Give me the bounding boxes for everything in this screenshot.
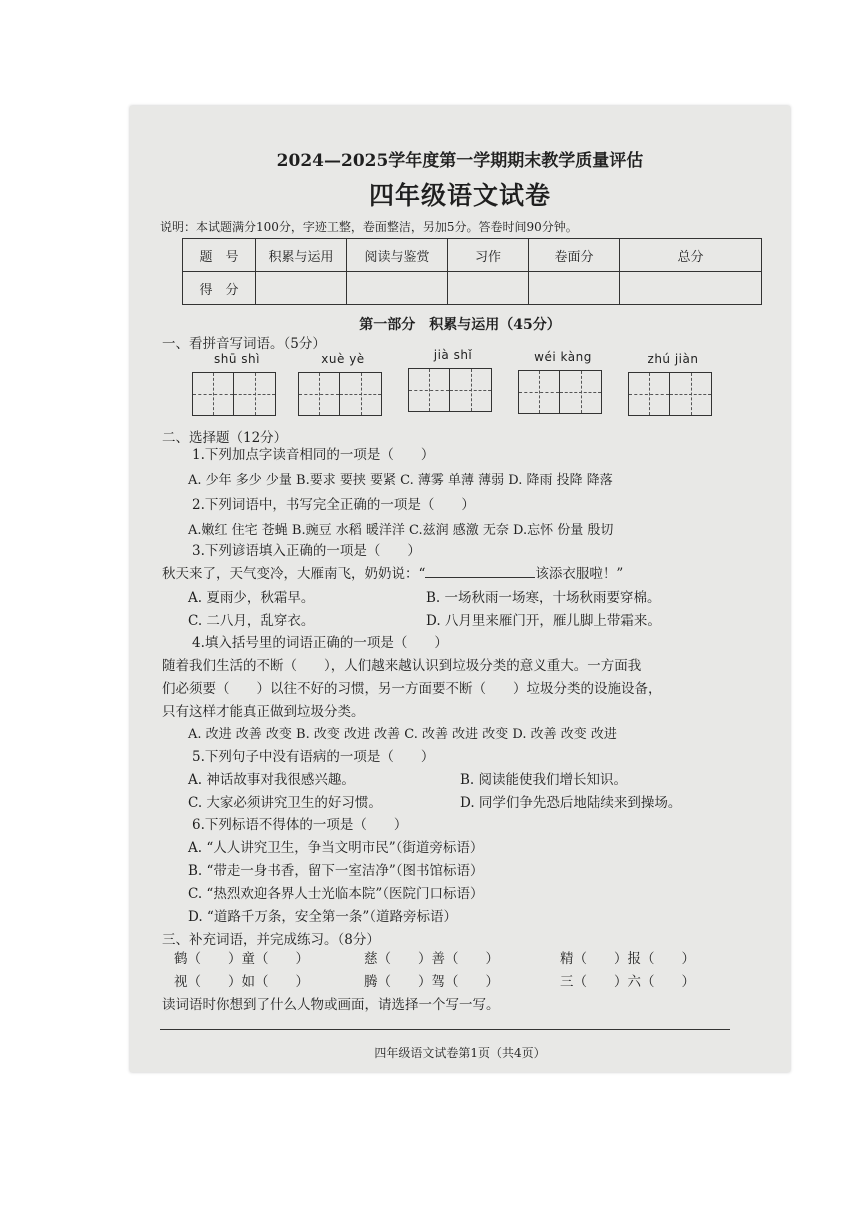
score-header-cell: 题 号 xyxy=(183,239,256,272)
exam-title-line1: 2024—2025学年度第一学期期末教学质量评估 xyxy=(276,151,644,171)
exam-paper xyxy=(130,106,790,1072)
score-table-score-row xyxy=(183,272,762,305)
score-cell[interactable] xyxy=(448,272,529,305)
option-d: D. 八月里来雁门开，雁儿脚上带霜来。 xyxy=(426,613,661,629)
score-header-cell: 积累与运用 xyxy=(256,239,347,272)
question-options: A. 少年 多少 少量 B.要求 要挟 要紧 C. 薄雾 单薄 薄弱 D. 降雨 投降 降落 xyxy=(188,473,613,488)
score-cell[interactable] xyxy=(620,272,762,305)
character-grid[interactable] xyxy=(518,370,608,414)
pinyin-label: zhú jiàn xyxy=(647,352,699,366)
option-a: A. 夏雨少，秋霜早。 xyxy=(188,590,315,606)
option-a: A. “人人讲究卫生，争当文明市民”（街道旁标语） xyxy=(188,840,484,856)
pinyin-item xyxy=(298,352,388,416)
question-stem: 6.下列标语不得体的一项是（ ） xyxy=(192,817,408,833)
footer-divider xyxy=(160,1029,730,1030)
question-stem: 4.填入括号里的词语正确的一项是（ ） xyxy=(192,635,448,651)
question-context: 随着我们生活的不断（ ），人们越来越认识到垃圾分类的意义重大。一方面我 xyxy=(162,658,642,674)
character-grid[interactable] xyxy=(192,372,282,416)
score-header-cell: 习作 xyxy=(448,239,529,272)
question-options: A.嫩红 住宅 苍蝇 B.豌豆 水稻 暖洋洋 C.兹润 感激 无奈 D.忘怀 份量 殷切 xyxy=(188,523,614,538)
score-cell[interactable] xyxy=(529,272,620,305)
page-footer: 四年级语文试卷第1页（共4页） xyxy=(374,1046,546,1060)
idiom-blank[interactable]: 精（ ）报（ ） xyxy=(560,951,695,967)
score-header-cell: 卷面分 xyxy=(529,239,620,272)
context-before: 秋天来了，天气变冷，大雁南飞，奶奶说：“ xyxy=(162,566,426,582)
pinyin-label: shū shì xyxy=(214,352,260,366)
idiom-blank[interactable]: 视（ ）如（ ） xyxy=(174,974,309,990)
option-a: A. 神话故事对我很感兴趣。 xyxy=(188,772,355,788)
writing-prompt: 读词语时你想到了什么人物或画面，请选择一个写一写。 xyxy=(162,997,500,1013)
pinyin-item xyxy=(628,352,718,416)
exam-instructions: 说明：本试题满分100分，字迹工整，卷面整洁，另加5分。答卷时间90分钟。 xyxy=(160,220,578,234)
pinyin-label: jià shǐ xyxy=(433,348,473,362)
option-c: C. 二八月，乱穿衣。 xyxy=(188,613,315,629)
section2-title: 二、选择题（12分） xyxy=(162,430,288,446)
score-table xyxy=(182,238,762,305)
section3-title: 三、补充词语，并完成练习。（8分） xyxy=(162,932,380,948)
score-header-cell: 阅读与鉴赏 xyxy=(347,239,448,272)
option-d: D. “道路千万条，安全第一条”（道路旁标语） xyxy=(188,909,457,925)
score-cell[interactable] xyxy=(347,272,448,305)
score-table-header-row xyxy=(183,239,762,272)
pinyin-item xyxy=(192,352,282,416)
question-options: A. 改进 改善 改变 B. 改变 改进 改善 C. 改善 改进 改变 D. 改善 改变 改进 xyxy=(188,727,617,742)
idiom-blank[interactable]: 鹤（ ）童（ ） xyxy=(174,951,309,967)
idiom-blank[interactable]: 三（ ）六（ ） xyxy=(560,974,695,990)
option-c: C. 大家必须讲究卫生的好习惯。 xyxy=(188,795,382,811)
option-d: D. 同学们争先恐后地陆续来到操场。 xyxy=(460,795,682,811)
score-header-cell: 总分 xyxy=(620,239,762,272)
idiom-blank[interactable]: 慈（ ）善（ ） xyxy=(364,951,499,967)
part1-title: 第一部分 积累与运用（45分） xyxy=(359,317,561,333)
option-c: C. “热烈欢迎各界人士光临本院”（医院门口标语） xyxy=(188,886,484,902)
question-stem: 5.下列句子中没有语病的一项是（ ） xyxy=(192,749,435,765)
answer-blank[interactable] xyxy=(425,565,535,578)
pinyin-item xyxy=(408,348,498,412)
question-context: 只有这样才能真正做到垃圾分类。 xyxy=(162,704,365,720)
pinyin-item xyxy=(518,350,608,414)
context-after: 该添衣服啦！” xyxy=(535,566,624,582)
pinyin-label: xuè yè xyxy=(321,352,365,366)
option-b: B. “带走一身书香，留下一室洁净”（图书馆标语） xyxy=(188,863,484,879)
question-stem: 3.下列谚语填入正确的一项是（ ） xyxy=(192,543,421,559)
option-b: B. 阅读能使我们增长知识。 xyxy=(460,772,628,788)
character-grid[interactable] xyxy=(628,372,718,416)
idiom-blank[interactable]: 腾（ ）驾（ ） xyxy=(364,974,499,990)
character-grid[interactable] xyxy=(298,372,388,416)
question-stem: 2.下列词语中，书写完全正确的一项是（ ） xyxy=(192,497,475,513)
section1-title: 一、看拼音写词语。（5分） xyxy=(162,336,326,352)
option-b: B. 一场秋雨一场寒，十场秋雨要穿棉。 xyxy=(426,590,661,606)
pinyin-label: wéi kàng xyxy=(534,350,592,364)
question-context xyxy=(162,565,623,583)
score-cell[interactable] xyxy=(256,272,347,305)
exam-title: 四年级语文试卷 xyxy=(368,181,551,210)
question-context: 们必须要（ ）以往不好的习惯，另一方面要不断（ ）垃圾分类的设施设备， xyxy=(162,681,662,697)
character-grid[interactable] xyxy=(408,368,498,412)
score-row-label: 得 分 xyxy=(183,272,256,305)
question-stem: 1.下列加点字读音相同的一项是（ ） xyxy=(192,447,435,463)
